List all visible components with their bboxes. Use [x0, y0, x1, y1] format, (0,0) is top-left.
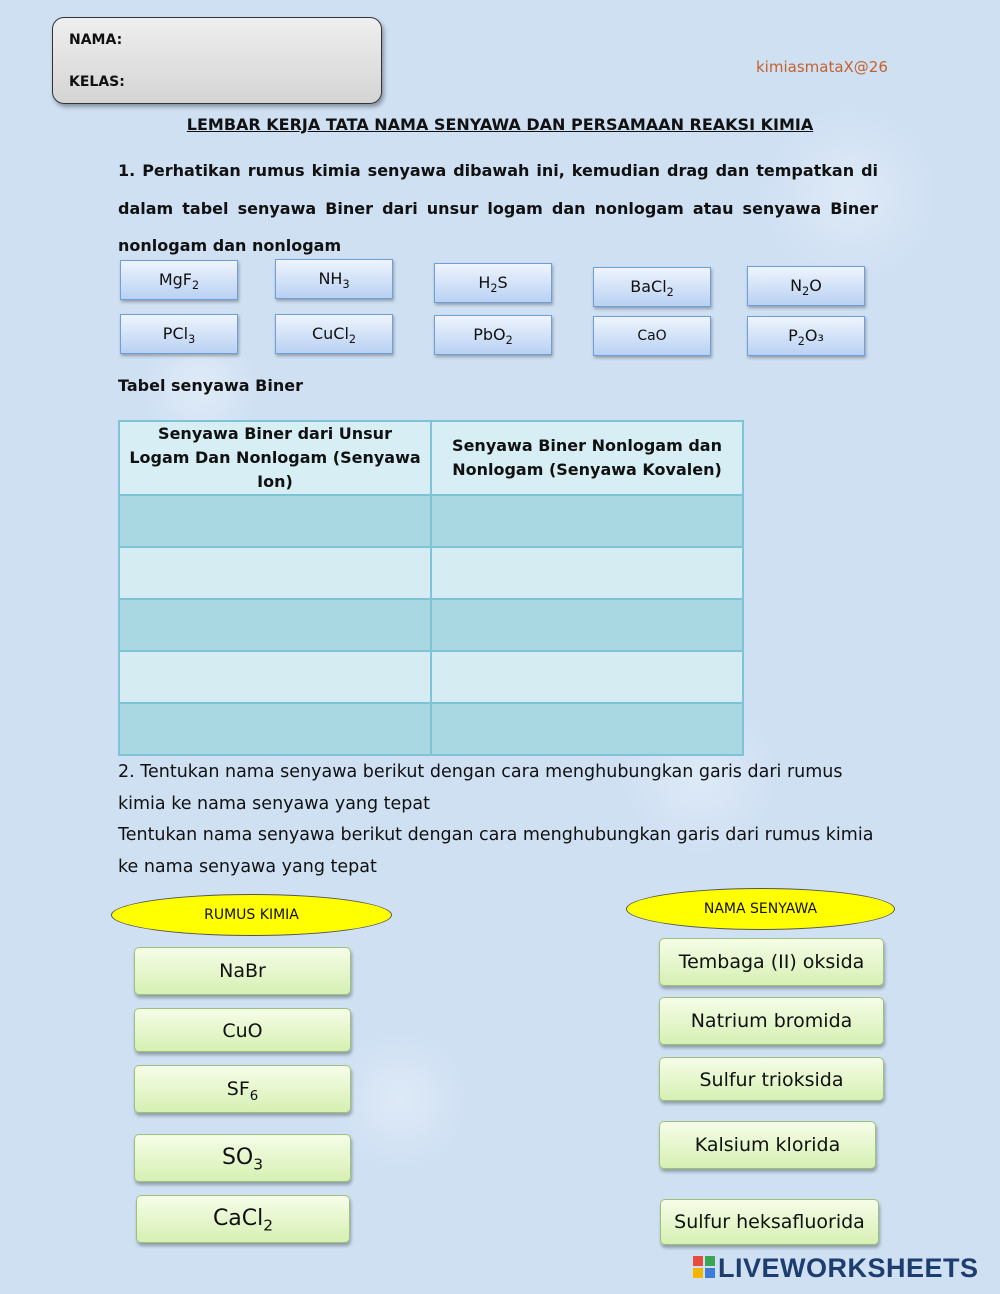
- formula-nabr[interactable]: NaBr: [134, 947, 351, 995]
- liveworksheets-logo-text: LIVEWORKSHEETS: [718, 1253, 979, 1283]
- instruction-2a: 2. Tentukan nama senyawa berikut dengan cara menghubungkan garis dari rumus kimia ke nama senyawa yang tepat: [118, 762, 843, 814]
- drop-cell-covalent[interactable]: [431, 547, 743, 599]
- author-watermark: kimiasmataX@26: [756, 58, 888, 76]
- name-natrium-bromida[interactable]: Natrium bromida: [659, 997, 884, 1045]
- instruction-1: 1. Perhatikan rumus kimia senyawa dibawah ini, kemudian drag dan tempatkan di dalam tabel senyawa Biner dari unsur logam dan nonlogam atau senyawa Biner nonlogam dan nonlogam: [118, 161, 878, 255]
- formula-sf6[interactable]: $SF_6$: [134, 1065, 351, 1113]
- drop-cell-ionic[interactable]: [119, 599, 431, 651]
- chip-pbo2[interactable]: PbO$_2$: [434, 315, 552, 355]
- student-info-box: [52, 17, 382, 104]
- drop-cell-ionic[interactable]: [119, 703, 431, 755]
- chip-cao[interactable]: CaO: [593, 316, 711, 356]
- chip-nh3[interactable]: $NH_3$: [275, 259, 393, 299]
- liveworksheets-logo-icon: [693, 1256, 715, 1278]
- name-sulfur-heksafluorida[interactable]: Sulfur heksafluorida: [660, 1199, 879, 1245]
- drop-cell-covalent[interactable]: [431, 599, 743, 651]
- drop-cell-ionic[interactable]: [119, 547, 431, 599]
- chip-h2s[interactable]: $H_2S$: [434, 263, 552, 303]
- chip-mgf2[interactable]: MgF$_2$: [120, 260, 238, 300]
- table-title: Tabel senyawa Biner: [118, 376, 303, 395]
- worksheet-title: LEMBAR KERJA TATA NAMA SENYAWA DAN PERSAMAAN REAKSI KIMIA: [186, 115, 814, 134]
- name-sulfur-trioksida[interactable]: Sulfur trioksida: [659, 1057, 884, 1101]
- table-header-covalent: Senyawa Biner Nonlogam dan Nonlogam (Senyawa Kovalen): [431, 421, 743, 495]
- drop-cell-covalent[interactable]: [431, 651, 743, 703]
- table-header-ionic: Senyawa Biner dari Unsur Logam Dan Nonlogam (Senyawa Ion): [119, 421, 431, 495]
- name-kalsium-klorida[interactable]: Kalsium klorida: [659, 1121, 876, 1169]
- formula-so3[interactable]: $SO_3$: [134, 1134, 351, 1182]
- chip-pcl3[interactable]: PCl$_3$: [120, 314, 238, 354]
- liveworksheets-logo: [693, 1253, 979, 1284]
- formula-cuo[interactable]: CuO: [134, 1008, 351, 1052]
- formula-cacl2[interactable]: CaCl$_2$: [136, 1195, 350, 1243]
- instruction-2: [118, 757, 888, 883]
- nama-label: NAMA:: [69, 32, 123, 48]
- name-tembaga-oksida[interactable]: Tembaga (II) oksida: [659, 938, 884, 986]
- kelas-label: KELAS:: [69, 74, 125, 90]
- drop-cell-ionic[interactable]: [119, 651, 431, 703]
- drop-cell-ionic[interactable]: [119, 495, 431, 547]
- nama-senyawa-header: NAMA SENYAWA: [626, 888, 895, 930]
- binary-compound-table: [118, 420, 744, 756]
- rumus-kimia-header: RUMUS KIMIA: [111, 894, 392, 936]
- chip-cucl2[interactable]: CuCl$_2$: [275, 314, 393, 354]
- chip-bacl2[interactable]: BaCl$_2$: [593, 267, 711, 307]
- drop-cell-covalent[interactable]: [431, 703, 743, 755]
- chip-n2o[interactable]: $N_2O$: [747, 266, 865, 306]
- chip-p2o3[interactable]: $P_2O_3$: [747, 316, 865, 356]
- instruction-2b: Tentukan nama senyawa berikut dengan cara menghubungkan garis dari rumus kimia ke nama senyawa yang tepat: [118, 825, 874, 877]
- drop-cell-covalent[interactable]: [431, 495, 743, 547]
